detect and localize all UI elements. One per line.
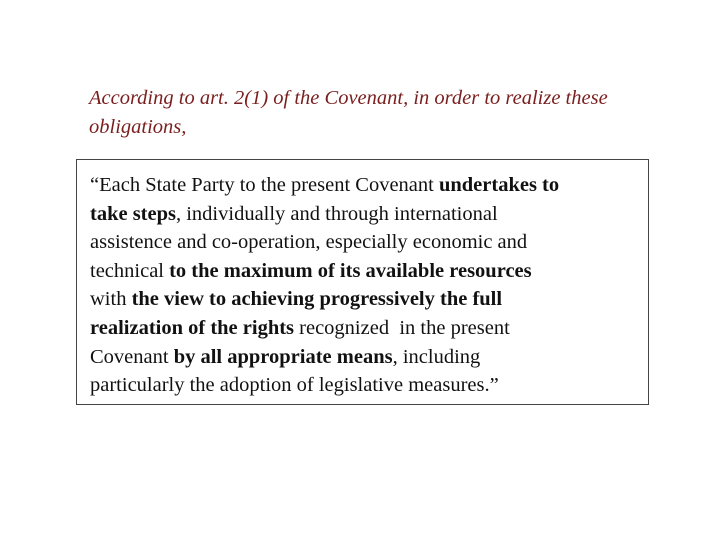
quote-line bbox=[90, 371, 645, 400]
quote-line bbox=[90, 171, 645, 200]
quote-segment: , including bbox=[392, 345, 481, 368]
intro-text: According to art. 2(1) of the Covenant, in order to realize these obligations, bbox=[89, 87, 608, 138]
quote-segment: “Each State Party to the present Covenant bbox=[90, 174, 439, 196]
quote-line bbox=[90, 343, 645, 372]
quote-segment: with bbox=[90, 288, 132, 311]
quote-line bbox=[90, 228, 645, 257]
quote-emphasis: undertakes to bbox=[438, 174, 560, 196]
covenant-quote bbox=[90, 171, 645, 400]
quote-segment: particularly the adoption of legislative measures.” bbox=[90, 374, 499, 397]
quote-line bbox=[90, 257, 645, 286]
quote-segment: technical bbox=[90, 259, 170, 282]
quote-box bbox=[76, 159, 649, 405]
quote-emphasis: take steps bbox=[90, 202, 176, 225]
quote-segment: assistence and co-operation, especially economic and bbox=[90, 231, 528, 254]
quote-line bbox=[90, 314, 645, 343]
quote-segment: Covenant bbox=[90, 345, 174, 368]
quote-segment: recognized in the present bbox=[294, 316, 510, 339]
quote-line bbox=[90, 285, 645, 314]
quote-emphasis: to the maximum of its available resources bbox=[169, 259, 532, 282]
quote-line bbox=[90, 200, 645, 229]
quote-emphasis: by all appropriate means bbox=[173, 345, 393, 368]
quote-emphasis: the view to achieving progressively the full bbox=[131, 288, 503, 311]
quote-emphasis: realization of the rights bbox=[90, 316, 295, 339]
quote-segment: , individually and through international bbox=[175, 202, 498, 225]
